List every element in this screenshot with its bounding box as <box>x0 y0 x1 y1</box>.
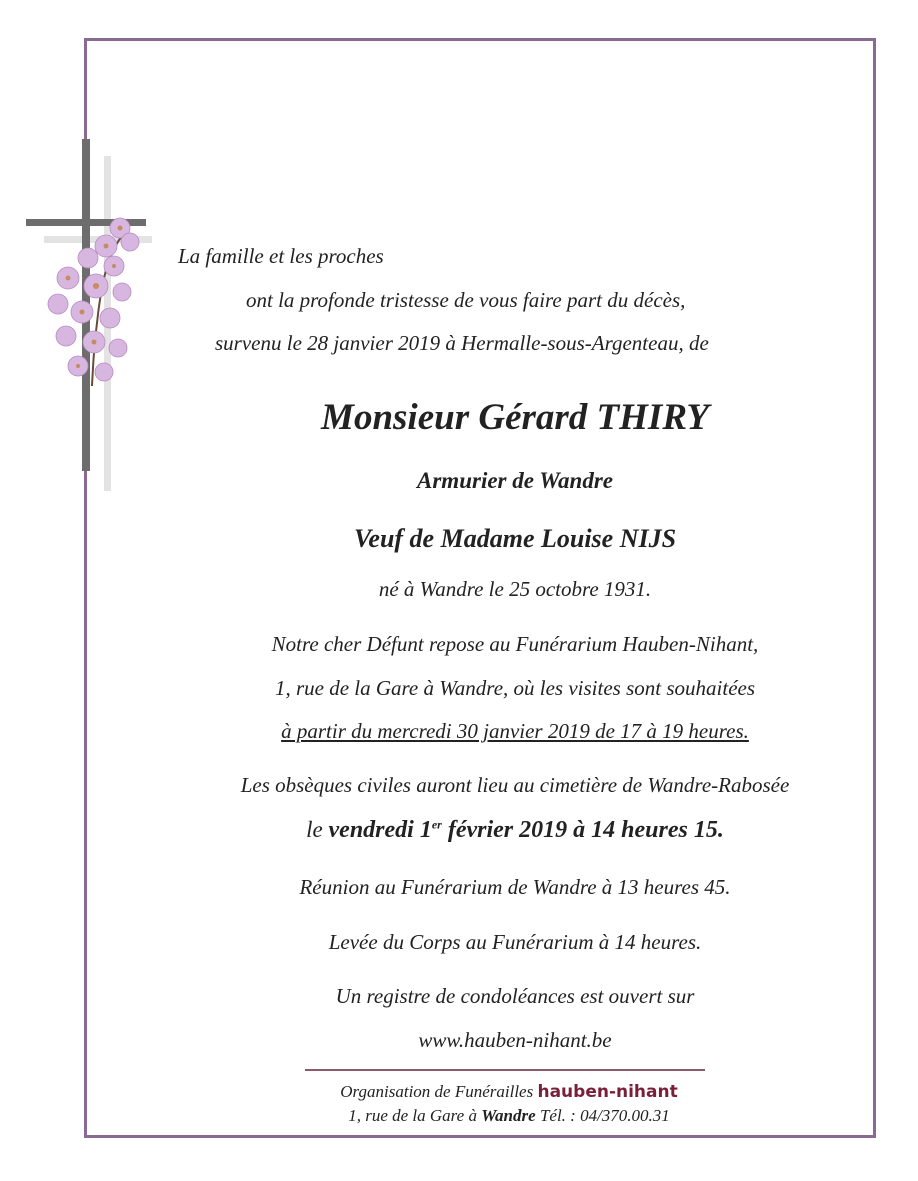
deceased-name: Monsieur Gérard THIRY <box>321 397 709 438</box>
footer-address-prefix: 1, rue de la Gare à <box>348 1106 482 1125</box>
footer-phone: Tél. : 04/370.00.31 <box>535 1106 670 1125</box>
intro-line-3: survenu le 28 janvier 2019 à Hermalle-sous-Argenteau, de <box>215 331 709 355</box>
visitation-line-2: 1, rue de la Gare à Wandre, où les visites sont souhaitées <box>274 676 756 700</box>
footer-organisation <box>50 1082 918 1102</box>
website-link[interactable]: www.hauben-nihant.be <box>418 1028 612 1052</box>
intro-line-1: La famille et les proches <box>178 244 384 268</box>
footer-org-label: Organisation de Funérailles <box>340 1082 538 1101</box>
footer-divider <box>305 1069 705 1071</box>
footer-address-city: Wandre <box>481 1106 536 1125</box>
ceremony-date <box>56 817 918 844</box>
ceremony-date-day: vendredi 1 <box>328 817 432 843</box>
levee-line: Levée du Corps au Funérarium à 14 heures. <box>328 930 702 954</box>
cross-with-orchids-icon <box>22 136 152 496</box>
meeting-line: Réunion au Funérarium de Wandre à 13 heures 45. <box>299 875 731 899</box>
deceased-spouse: Veuf de Madame Louise NIJS <box>353 524 677 553</box>
brand-logo: hauben-nihant <box>537 1082 678 1102</box>
visitation-line-1: Notre cher Défunt repose au Funérarium Hauben-Nihant, <box>271 632 759 656</box>
deceased-birth: né à Wandre le 25 octobre 1931. <box>378 577 652 601</box>
register-line: Un registre de condoléances est ouvert sur <box>335 984 695 1008</box>
intro-line-2: ont la profonde tristesse de vous faire part du décès, <box>246 288 686 312</box>
footer-address <box>50 1106 918 1126</box>
ceremony-line-1: Les obsèques civiles auront lieu au cimetière de Wandre-Rabosée <box>240 773 790 797</box>
deceased-occupation: Armurier de Wandre <box>417 468 613 493</box>
ceremony-date-sup: er <box>431 817 442 832</box>
visitation-line-3: à partir du mercredi 30 janvier 2019 de 17 à 19 heures. <box>281 719 749 743</box>
ceremony-date-prefix: le <box>306 817 329 842</box>
ceremony-date-time: février 2019 à 14 heures 15. <box>441 817 724 843</box>
